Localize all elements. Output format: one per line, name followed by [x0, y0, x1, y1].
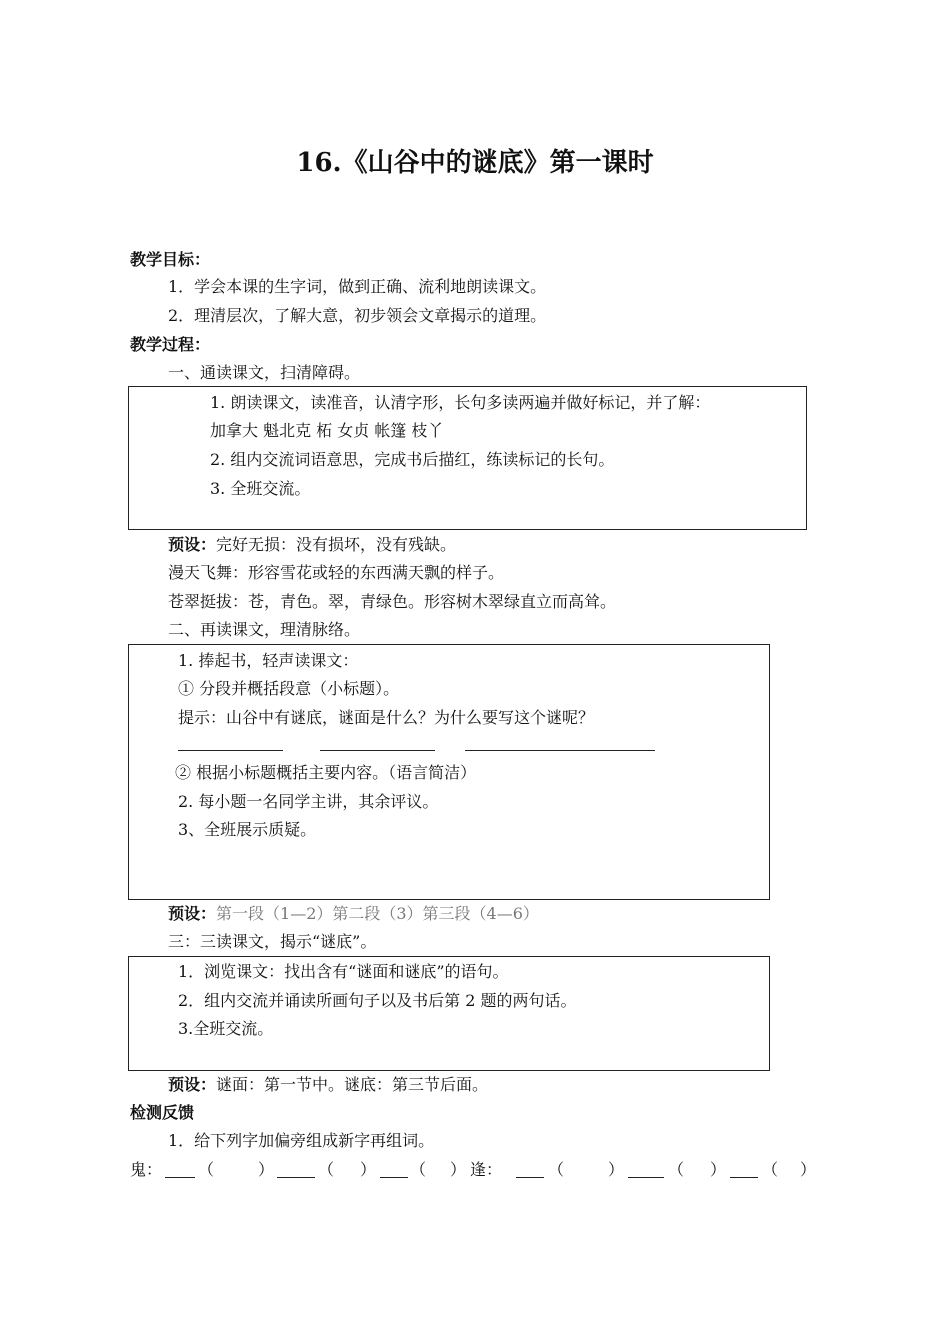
section2-line: 1. 捧起书，轻声读课文： — [178, 651, 359, 670]
paren-close: ） — [258, 1160, 275, 1179]
section1-line: 加拿大 魁北克 柘 女贞 帐篷 枝丫 — [210, 421, 444, 440]
section1-line: 3. 全班交流。 — [210, 479, 311, 498]
goal-item: 1．学会本课的生字词，做到正确、流利地朗读课文。 — [168, 277, 547, 296]
paren-close: ） — [360, 1160, 377, 1179]
goals-heading: 教学目标： — [130, 250, 211, 269]
blank-line — [178, 750, 283, 751]
section2-line: 3、全班展示质疑。 — [178, 820, 317, 839]
goal-item: 2．理清层次，了解大意，初步领会文章揭示的道理。 — [168, 306, 547, 325]
section3-preset — [168, 1075, 488, 1095]
paren-open: （ — [410, 1160, 427, 1179]
answer-blank[interactable] — [380, 1177, 408, 1178]
section2-preset — [168, 904, 539, 924]
section3-line: 2．组内交流并诵读所画句子以及书后第 2 题的两句话。 — [178, 991, 577, 1010]
paren-open: （ — [318, 1160, 335, 1179]
preset-label: 预设： — [168, 1075, 217, 1094]
paren-close: ） — [450, 1160, 467, 1179]
page-title: 16.《山谷中的谜底》第一课时 — [296, 148, 654, 178]
preset-text: 完好无损：没有损坏，没有残缺。 — [216, 535, 457, 554]
answer-blank[interactable] — [165, 1177, 195, 1178]
paren-open: （ — [762, 1160, 779, 1179]
answer-blank[interactable] — [516, 1177, 544, 1178]
blank-line — [465, 750, 655, 751]
preset-text: 谜面：第一节中。谜底：第三节后面。 — [216, 1075, 489, 1094]
preset-text: 第一段（1—2）第二段（3）第三段（4—6） — [216, 904, 539, 923]
paren-open: （ — [548, 1160, 565, 1179]
answer-blank[interactable] — [730, 1177, 758, 1178]
process-heading: 教学过程： — [130, 335, 211, 354]
answer-blank[interactable] — [277, 1177, 315, 1178]
section1-preset — [168, 535, 456, 555]
answer-blank[interactable] — [628, 1177, 664, 1178]
section2-line: 2. 每小题一名同学主讲，其余评议。 — [178, 792, 439, 811]
section1-heading: 一、通读课文，扫清障碍。 — [168, 363, 361, 382]
section3-line: 1．浏览课文：找出含有“谜面和谜底”的语句。 — [178, 962, 509, 981]
preset-label: 预设： — [168, 535, 217, 554]
paren-open: （ — [198, 1160, 215, 1179]
paren-open: （ — [668, 1160, 685, 1179]
paren-close: ） — [800, 1160, 817, 1179]
section1-line: 1. 朗读课文，读准音，认清字形，长句多读两遍并做好标记，并了解： — [210, 393, 711, 412]
feedback-heading: 检测反馈 — [130, 1103, 195, 1122]
exercise-prefix: 逢： — [470, 1160, 503, 1179]
paren-close: ） — [710, 1160, 727, 1179]
paren-close: ） — [608, 1160, 625, 1179]
section2-line: ① 分段并概括段意（小标题）。 — [178, 679, 400, 698]
section3-heading: 三：三读课文，揭示“谜底”。 — [168, 932, 377, 951]
section2-heading: 二、再读课文，理清脉络。 — [168, 620, 361, 639]
feedback-item: 1．给下列字加偏旁组成新字再组词。 — [168, 1131, 435, 1150]
section2-line: ② 根据小标题概括主要内容。（语言简洁） — [175, 763, 477, 782]
section3-line: 3.全班交流。 — [178, 1019, 274, 1038]
section1-note: 苍翠挺拔：苍，青色。翠，青绿色。形容树木翠绿直立而高耸。 — [168, 592, 617, 611]
exercise-prefix: 鬼： — [130, 1160, 163, 1179]
section2-line: 提示：山谷中有谜底，谜面是什么？为什么要写这个谜呢？ — [178, 708, 595, 727]
preset-label: 预设： — [168, 904, 217, 923]
section1-note: 漫天飞舞：形容雪花或轻的东西满天飘的样子。 — [168, 563, 505, 582]
blank-line — [320, 750, 435, 751]
section1-line: 2. 组内交流词语意思，完成书后描红，练读标记的长句。 — [210, 450, 615, 469]
